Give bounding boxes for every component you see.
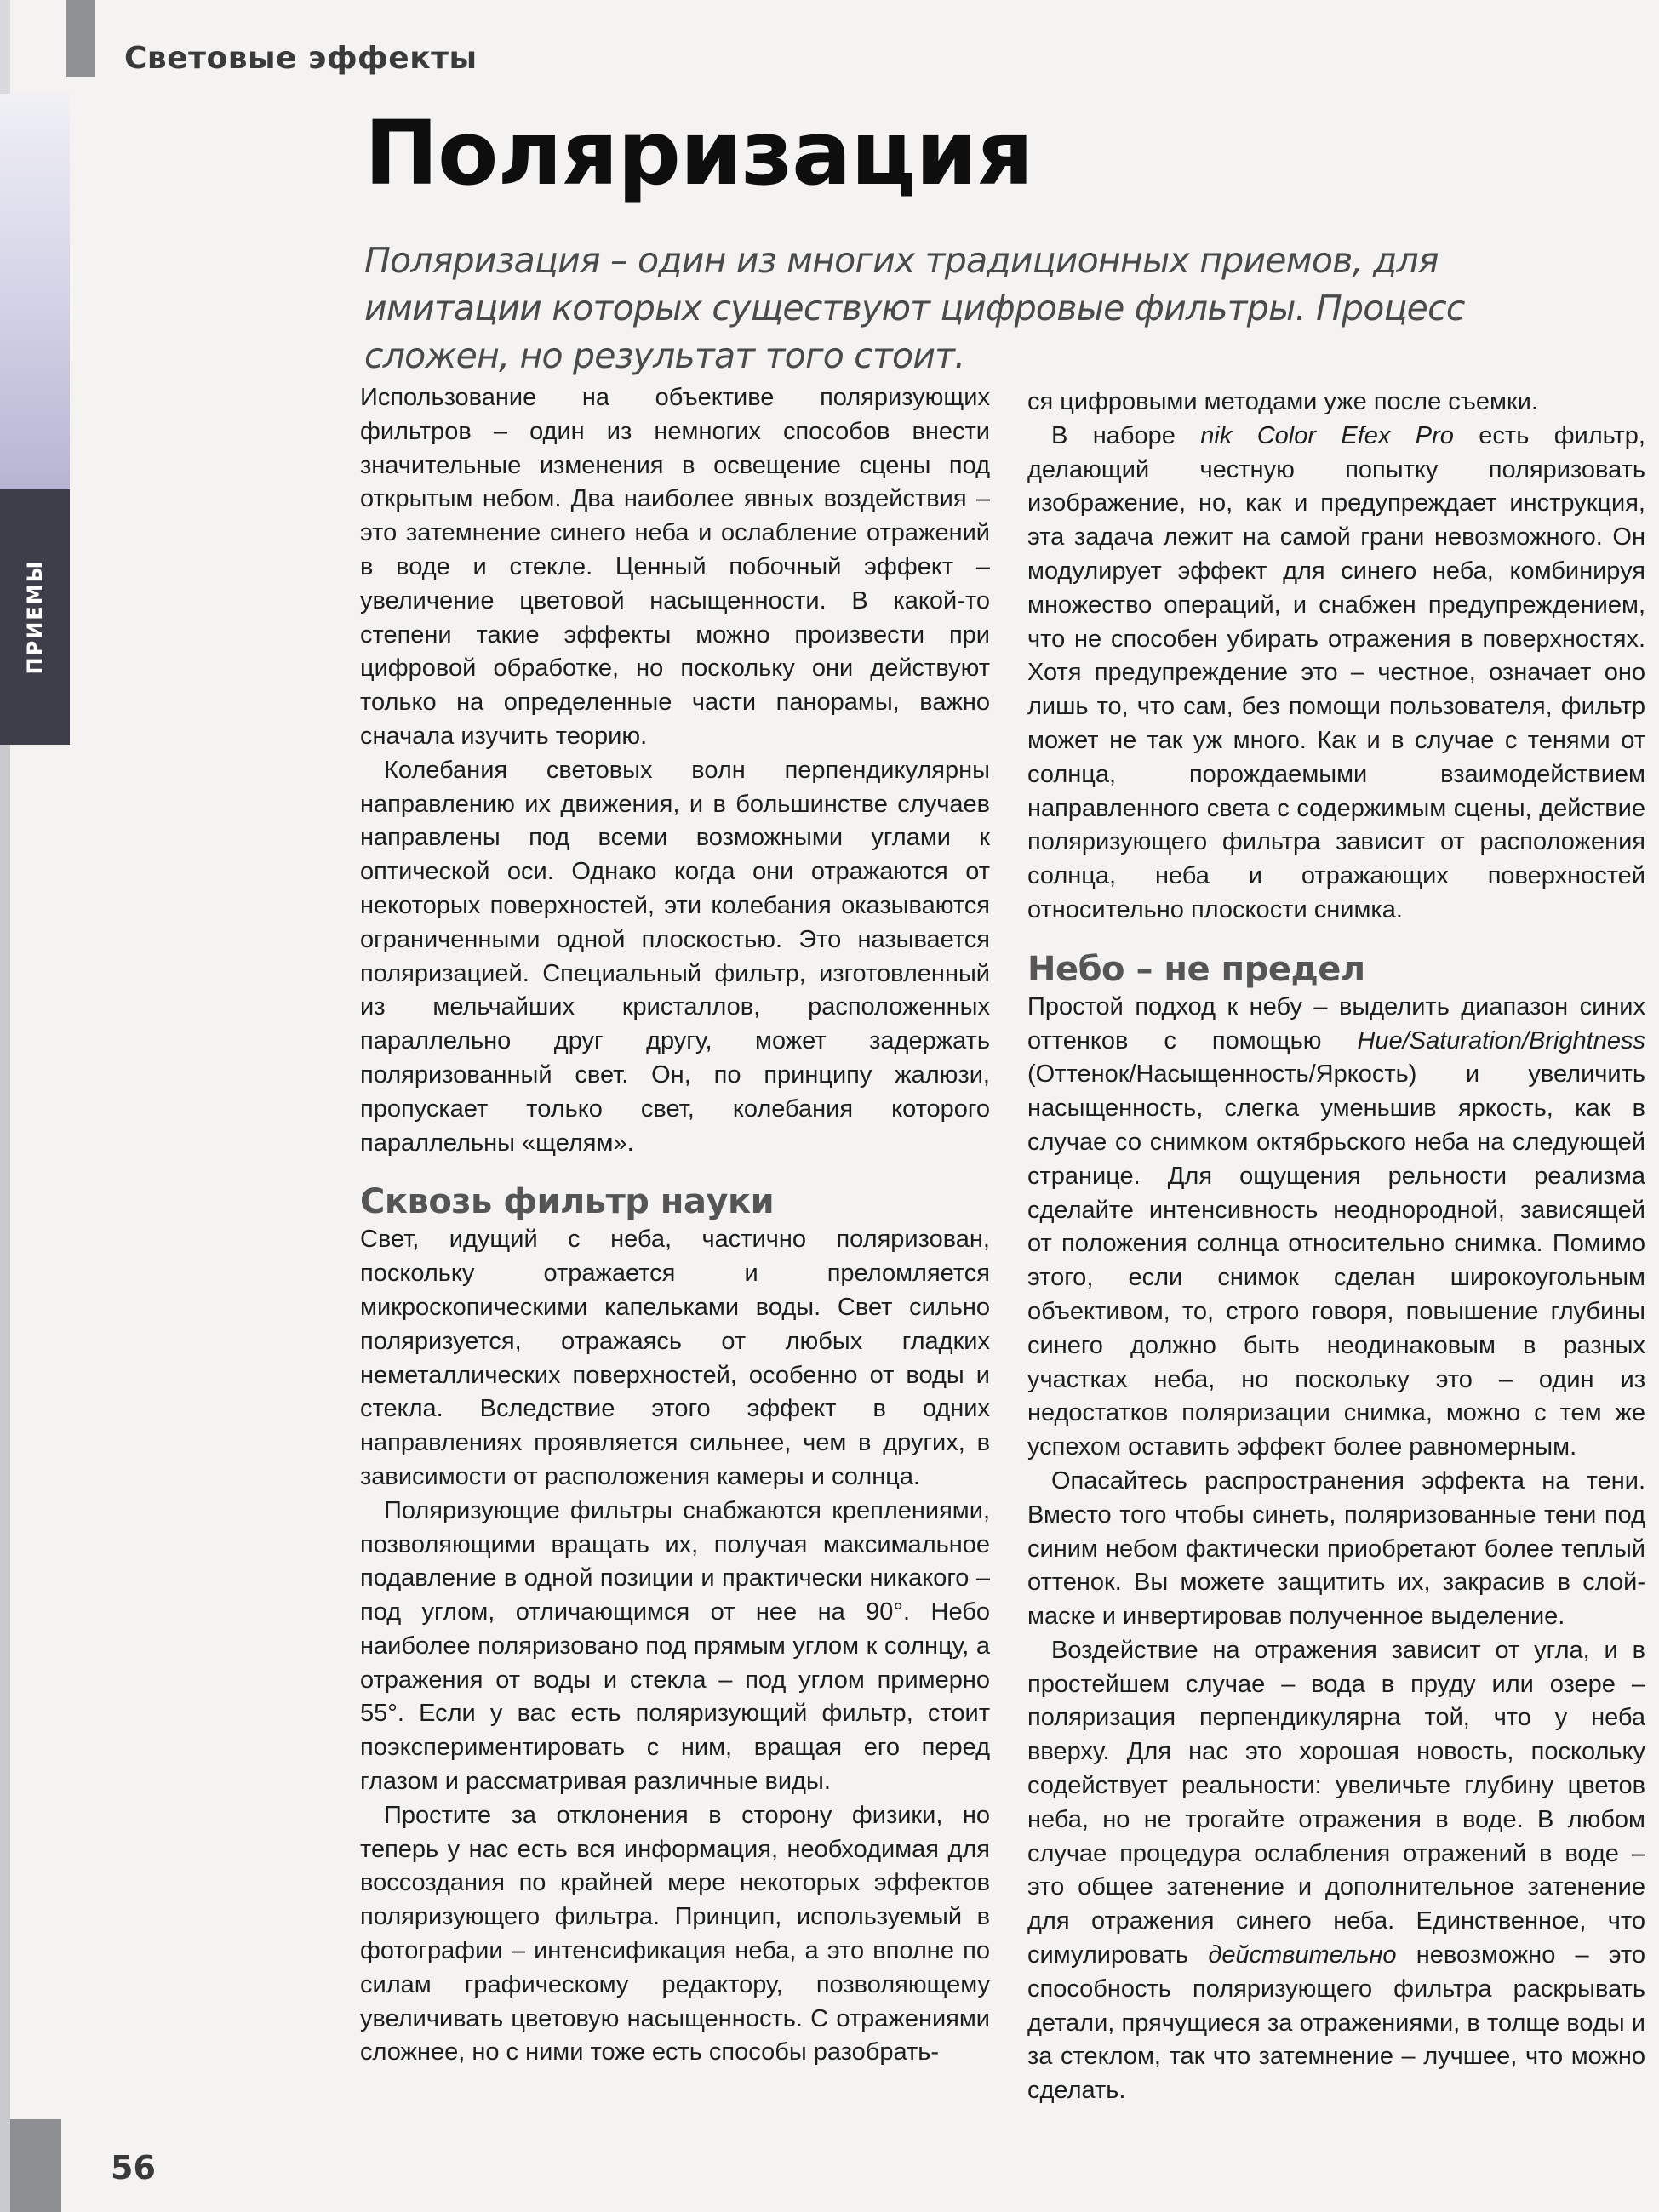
side-tab-label: ПРИЕМЫ: [23, 559, 47, 675]
paragraph: [1027, 991, 1645, 1465]
footer-marker: [10, 2119, 61, 2212]
paragraph: ся цифровыми методами уже после съемки.: [1027, 388, 1538, 415]
section-heading: Небо – не предел: [1027, 949, 1365, 989]
left-column: [360, 381, 990, 2070]
text-run: (Оттенок/Насыщенность/Яркость) и увеличить насыщенность, слегка уменьшив яркость, как в случае со снимком октябрьского неба на следующей странице. Для ощущения рельности реализма сделайте интенсивность неоднородной, зависящей от положения солнца относительно снимка. Помимо этого, если снимок сделан широкоугольным объективом, то, строго говоря, повышение глубины синего должно быть неодинаковым в разных участках неба, но поскольку это – один из недостатков поляризации снимка, можно с тем же успехом оставить эффект более равномерным.: [1027, 1060, 1645, 1461]
paragraph: Свет, идущий с неба, частично поляризован, поскольку отражается и преломляется микроскопическими капельками воды. Свет сильно поляризуется, отражаясь от любых гладких неметаллических поверхностей, особенно от воды и стекла. Вследствие этого эффект в одних направлениях проявляется сильнее, чем в других, в зависимости от расположения камеры и солнца.: [360, 1226, 990, 1490]
text-run: есть фильтр, делающий честную попытку поляризовать изображение, но, как и предупреждает инструкция, эта задача лежит на самой грани невозможного. Он модулирует эффект для синего неба, комбинируя множество операций, и снабжен предупреждением, что не способен убирать отражения в поверхностях. Хотя предупреждение это – честное, означает оно лишь то, что сам, без помощи пользователя, фильтр может не так уж много. Как и в случае с тенями от солнца, порождаемыми взаимодействием направленного света с содержимым сцены, действие поляризующего фильтра зависит от расположения солнца, неба и отражающих поверхностей относительно плоскости снимка.: [1027, 421, 1645, 923]
page-title: Поляризация: [364, 101, 1033, 205]
paragraph: [1027, 1634, 1645, 2108]
header-marker: [66, 0, 95, 77]
paragraph: Опасайтесь распространения эффекта на тени. Вместо того чтобы синеть, поляризованные тени под синим небом фактически приобретают более теплый оттенок. Вы можете защитить их, закрасив в слой-маске и инвертировав полученное выделение.: [1027, 1466, 1645, 1631]
text-run: В наборе: [1051, 421, 1201, 449]
emphasis: действительно: [1208, 1941, 1397, 1969]
paragraph: Использование на объективе поляризующих фильтров – один из немногих способов внести значительные изменения в освещение сцены под открытым небом. Два наиболее явных воздействия – это затемнение синего неба и ослабление отражений в воде и стекле. Ценный побочный эффект – увеличение цветовой насыщенности. В какой-то степени такие эффекты можно произвести при цифровой обработке, но поскольку они действуют только на определенные части панорамы, важно сначала изучить теорию.: [360, 384, 990, 750]
margin-strip-lower: [0, 745, 10, 2212]
page-number: 56: [111, 2149, 156, 2186]
paragraph: [1027, 420, 1645, 928]
right-column: [1027, 386, 1645, 2108]
text-run: невозможно – это способность поляризующего фильтра раскрывать детали, прячущиеся за отражениями, в толще воды и за стеклом, так что затемнение – лучшее, что можно сделать.: [1027, 1941, 1645, 2105]
text-run: Воздействие на отражения зависит от угла, и в простейшем случае – вода в пруду или озере – поляризация перпендикулярна той, что у неба вверху. Для нас это хорошая новость, поскольку содействует реальности: увеличьте глубину цветов неба, но не трогайте отражения в воде. В любом случае процедура ослабления отражений в воде – это общее затенение и дополнительное затенение для отражения синего неба. Единственное, что симулировать: [1027, 1636, 1645, 1969]
product-name: nik Color Efex Pro: [1200, 421, 1454, 449]
lead-paragraph: Поляризация – один из многих традиционных приемов, для имитации которых существуют цифровые фильтры. Процесс сложен, но результат того стоит.: [364, 240, 1465, 376]
paragraph: Простите за отклонения в сторону физики, но теперь у нас есть вся информация, необходимая для воссоздания по крайней мере некоторых эффектов поляризующего фильтра. Принцип, используемый в фотографии – интенсификация неба, а это вполне по силам графическому редактору, позволяющему увеличивать цветовую насыщенность. С отражениями сложнее, но с ними тоже есть способы разобрать-: [360, 1801, 990, 2066]
section-label: Световые эффекты: [124, 41, 478, 76]
paragraph: Колебания световых волн перпендикулярны направлению их движения, и в большинстве случаев направлены под всеми возможными углами к оптической оси. Однако когда они отражаются от некоторых поверхностей, эти колебания оказываются ограниченными одной плоскостью. Это называется поляризацией. Специальный фильтр, изготовленный из мельчайших кристаллов, расположенных параллельно друг другу, может задержать поляризованный свет. Он, по принципу жалюзи, пропускает только свет, колебания которого параллельны «щелям».: [360, 756, 990, 1157]
command-name: Hue/Saturation/Brightness: [1357, 1026, 1645, 1055]
paragraph: Поляризующие фильтры снабжаются креплениями, позволяющими вращать их, получая максимальное подавление в одной позиции и практически никакого – под углом, отличающимся от нее на 90°. Небо наиболее поляризовано под прямым углом к солнцу, а отражения от воды и стекла – под углом примерно 55°. Если у вас есть поляризующий фильтр, стоит поэкспериментировать с ним, вращая его перед глазом и рассматривая различные виды.: [360, 1496, 990, 1796]
section-heading: Сквозь фильтр науки: [360, 1182, 775, 1222]
text-run: Простой подход к небу – выделить диапазон синих оттенков с помощью: [1027, 992, 1645, 1055]
